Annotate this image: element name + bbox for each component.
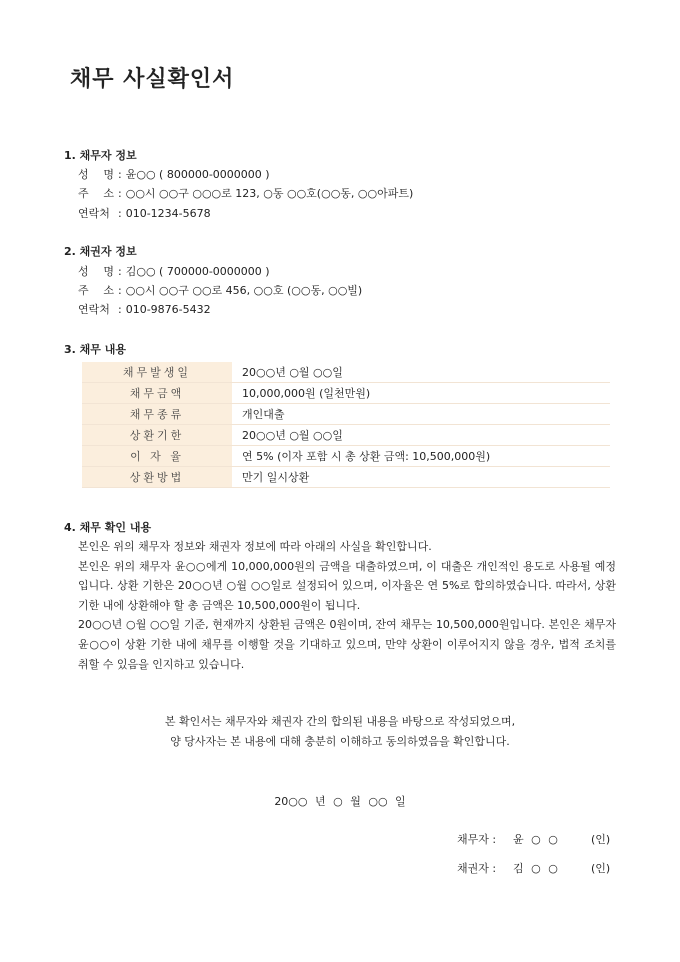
creditor-name-value: 김○○ ( 700000-0000000 ) (125, 265, 270, 278)
debtor-contact-line: 연락처 : 010-1234-5678 (78, 207, 211, 220)
creditor-address-line: 주 소 : ○○시 ○○구 ○○로 456, ○○호 (○○동, ○○빌) (78, 284, 363, 297)
table-value: 만기 일시상환 (232, 467, 610, 488)
debt-details-table (82, 362, 610, 488)
debtor-address-line: 주 소 : ○○시 ○○구 ○○○로 123, ○동 ○○호(○○동, ○○아파트) (78, 187, 414, 200)
table-row (82, 446, 610, 467)
creditor-role-label: 채권자 : (457, 862, 497, 875)
table-key: 채무금액 (82, 383, 232, 404)
confirmation-paragraph: 20○○년 ○월 ○○일 기준, 현재까지 상환된 금액은 0원이며, 잔여 채무는 10,500,000원입니다. 본인은 채무자 윤○○이 상환 기한 내에 채무를 이행할 것을 기대하고 있으며, 만약 상환이 이루어지지 않을 경우, 법적 조치를 취할 수 있음을 인지하고 있습니다. (78, 618, 616, 671)
table-key: 상환방법 (82, 467, 232, 488)
closing-line: 본 확인서는 채무자와 채권자 간의 합의된 내용을 바탕으로 작성되었으며, (164, 715, 516, 728)
creditor-address-label: 주 소 (78, 284, 114, 297)
debtor-address-label: 주 소 (78, 187, 114, 200)
table-row (82, 404, 610, 425)
document-date: 20○○ 년 ○ 월 ○○ 일 (274, 795, 406, 808)
table-value: 연 5% (이자 포함 시 총 상환 금액: 10,500,000원) (232, 446, 610, 467)
debtor-address-value: ○○시 ○○구 ○○○로 123, ○동 ○○호(○○동, ○○아파트) (125, 187, 414, 200)
table-key: 채무종류 (82, 404, 232, 425)
debt-details-heading: 3. 채무 내용 (64, 343, 126, 356)
creditor-contact-label: 연락처 (78, 303, 110, 316)
table-value: 개인대출 (232, 404, 610, 425)
debtor-name-value: 윤○○ ( 800000-0000000 ) (125, 168, 270, 181)
creditor-info-heading: 2. 채권자 정보 (64, 245, 137, 258)
closing-line: 양 당사자는 본 내용에 대해 충분히 이해하고 동의하였음을 확인합니다. (170, 735, 510, 748)
table-row (82, 362, 610, 383)
table-key: 채무발생일 (82, 362, 232, 383)
confirmation-paragraph: 본인은 위의 채무자 윤○○에게 10,000,000원의 금액을 대출하였으며, 이 대출은 개인적인 용도로 사용될 예정입니다. 상환 기한은 20○○년 ○월 ○○일로 설정되어 있으며, 이자율은 연 5%로 합의하였습니다. 따라서, 상환 기한 내에 상환해야 할 총 금액은 10,500,000원이 됩니다. (78, 559, 616, 612)
document-title: 채무 사실확인서 (70, 67, 235, 92)
table-key: 이 자 율 (82, 446, 232, 467)
creditor-signature-name: 김 ○ ○ (513, 862, 560, 875)
debtor-name-label: 성 명 (78, 168, 114, 181)
debtor-name-line: 성 명 : 윤○○ ( 800000-0000000 ) (78, 168, 270, 181)
table-value: 10,000,000원 (일천만원) (232, 383, 610, 404)
creditor-name-label: 성 명 (78, 265, 114, 278)
table-value: 20○○년 ○월 ○○일 (232, 362, 610, 383)
confirmation-paragraph: 본인은 위의 채무자 정보와 채권자 정보에 따라 아래의 사실을 확인합니다. (78, 540, 432, 553)
table-row (82, 383, 610, 404)
table-key: 상환기한 (82, 425, 232, 446)
table-row (82, 425, 610, 446)
seal-mark: (인) (591, 833, 611, 846)
debtor-signature-line (457, 831, 610, 847)
creditor-signature-line (457, 860, 610, 876)
creditor-name-line: 성 명 : 김○○ ( 700000-0000000 ) (78, 265, 270, 278)
debtor-contact-value: 010-1234-5678 (125, 207, 211, 220)
confirmation-body (78, 537, 616, 674)
creditor-address-value: ○○시 ○○구 ○○로 456, ○○호 (○○동, ○○빌) (125, 284, 363, 297)
seal-mark: (인) (591, 862, 611, 875)
creditor-contact-line: 연락처 : 010-9876-5432 (78, 303, 211, 316)
table-row (82, 467, 610, 488)
debtor-role-label: 채무자 : (457, 833, 497, 846)
debtor-info-heading: 1. 채무자 정보 (64, 149, 137, 162)
table-value: 20○○년 ○월 ○○일 (232, 425, 610, 446)
debt-confirmation-heading: 4. 채무 확인 내용 (64, 521, 152, 534)
closing-statement (0, 712, 680, 752)
debtor-contact-label: 연락처 (78, 207, 110, 220)
debtor-signature-name: 윤 ○ ○ (513, 833, 560, 846)
creditor-contact-value: 010-9876-5432 (125, 303, 211, 316)
